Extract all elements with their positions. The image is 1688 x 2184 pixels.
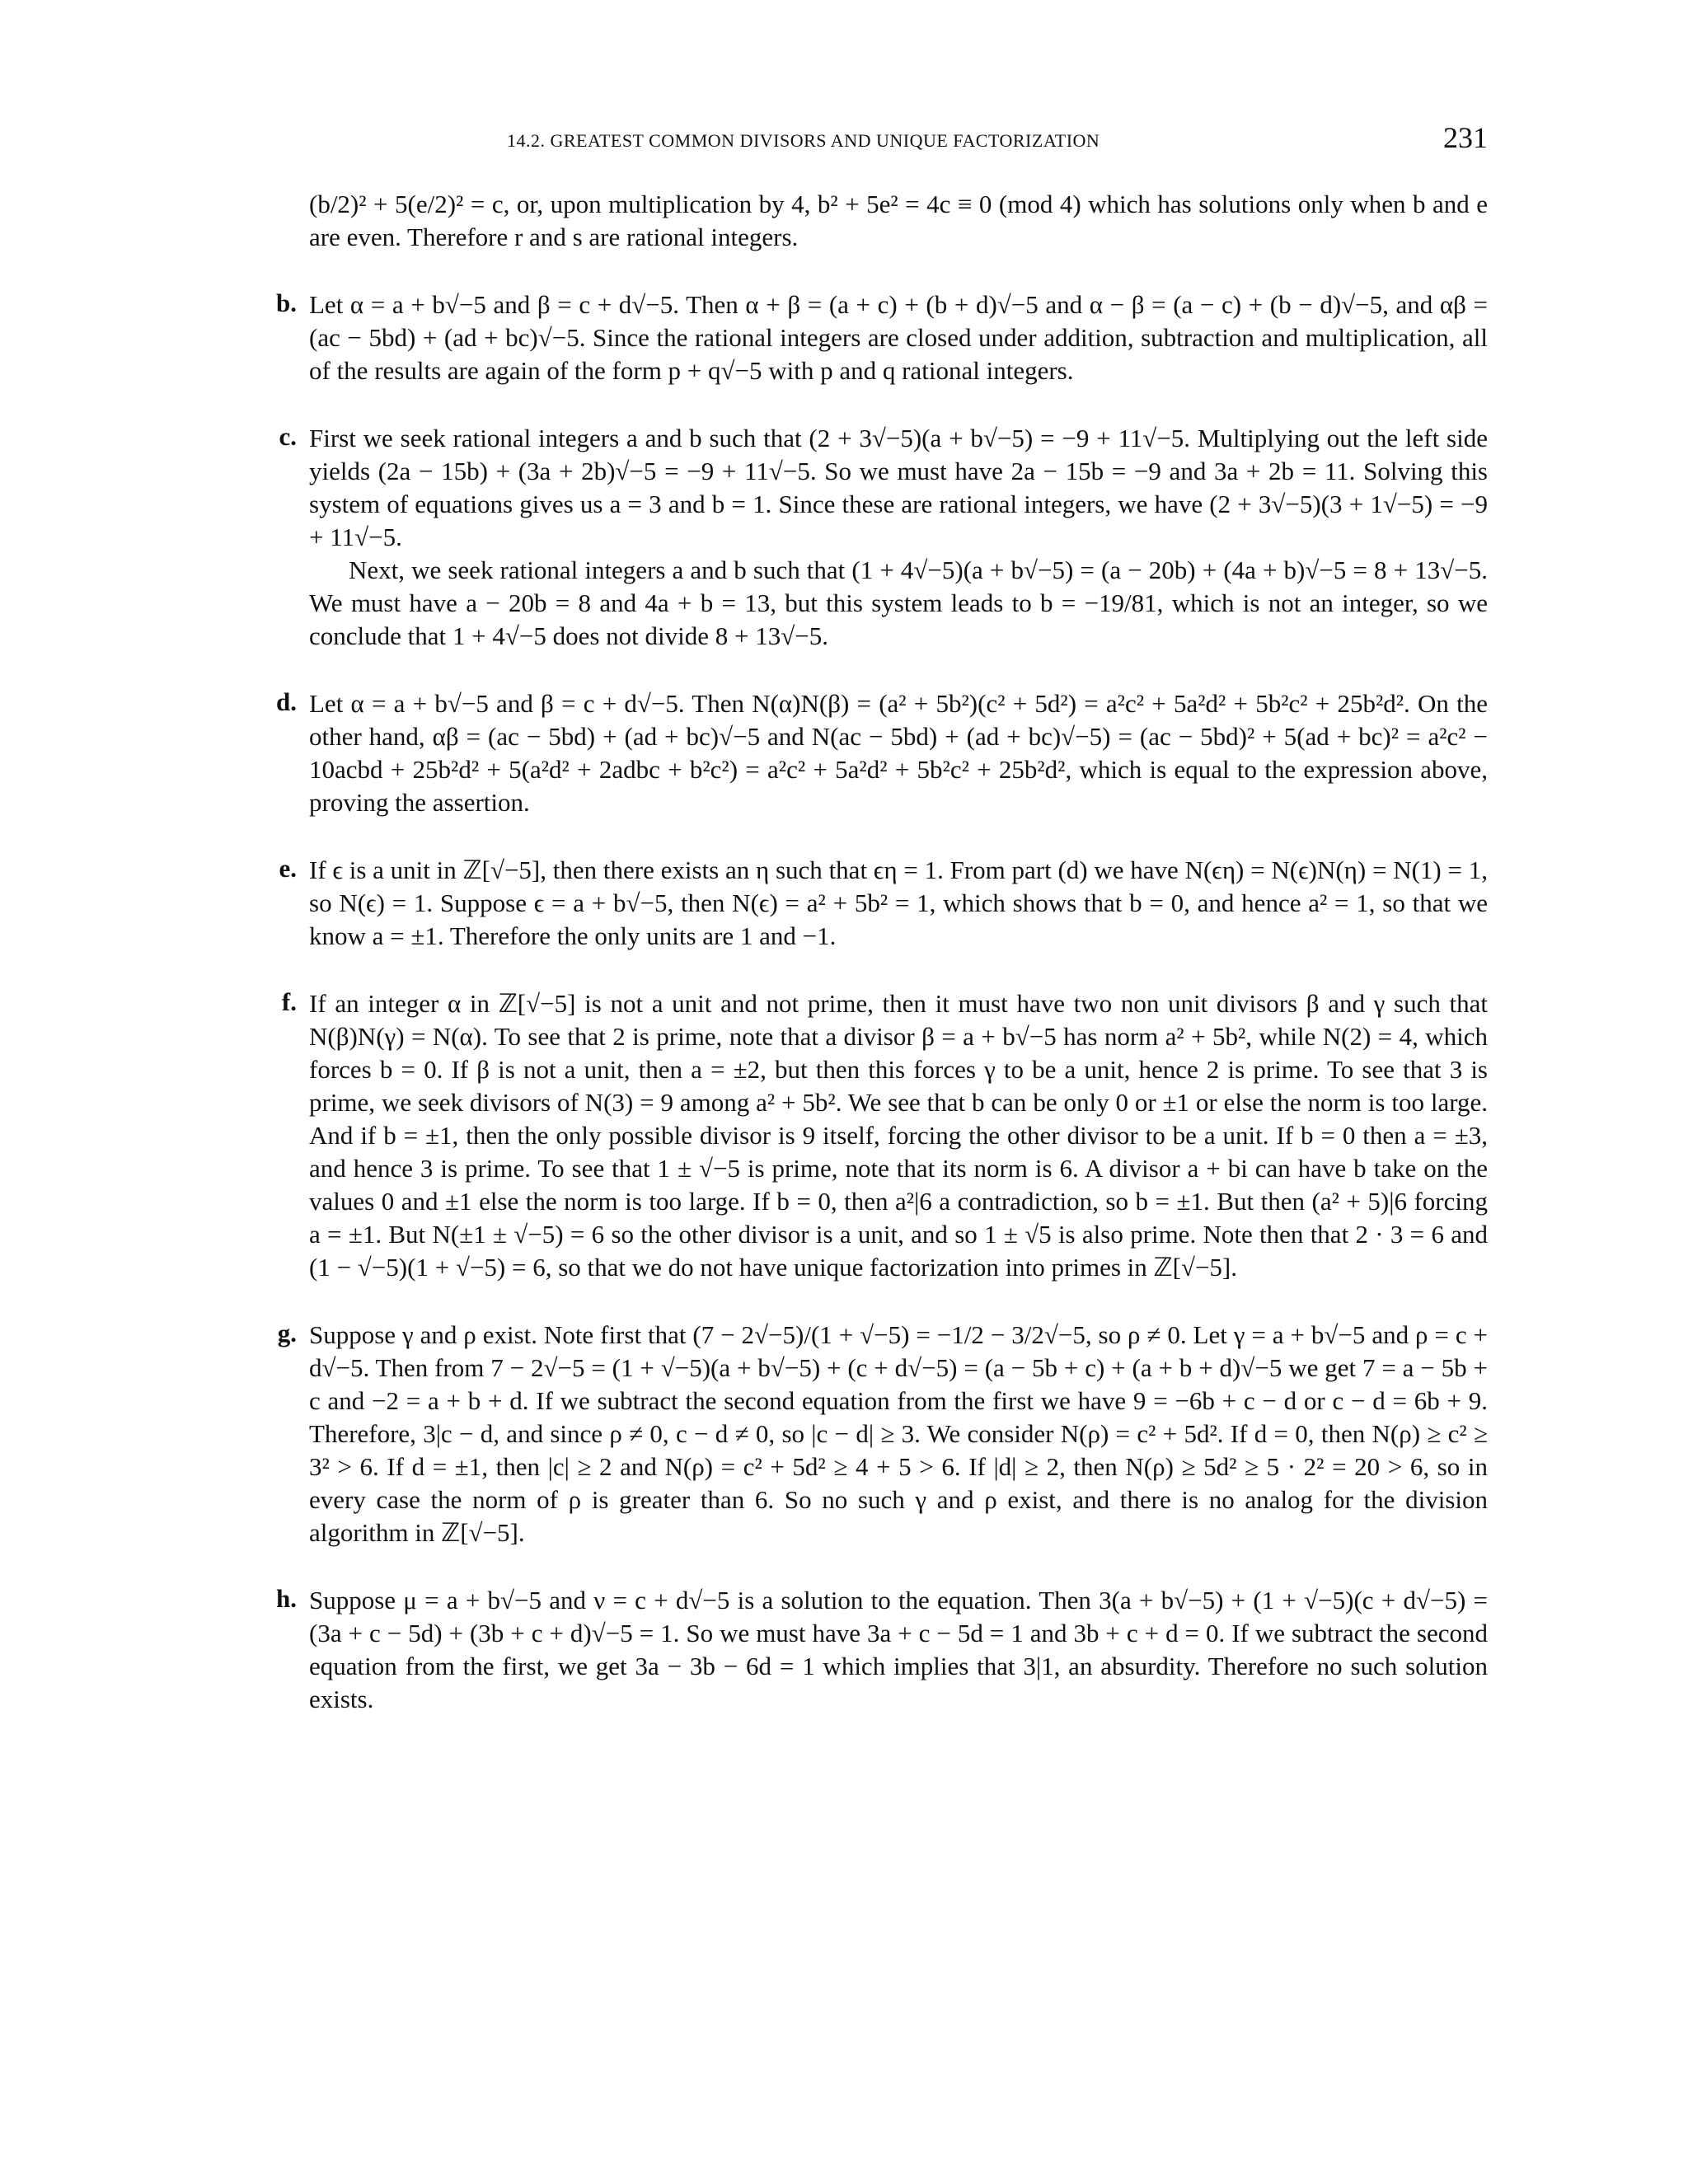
item-d [264,687,1488,819]
item-paragraph: Let α = a + b√−5 and β = c + d√−5. Then N(α)N(β) = (a² + 5b²)(c² + 5d²) = a²c² + 5a²d² + 5b²c² + 25b²d². On the other hand, αβ = (ac − 5bd) + (ad + bc)√−5 and N(ac − 5bd) + (ad + bc)√−5) = (ac − 5bd)² + 5(ad + bc)² = a²c² − 10acbd + 25b²d² + 5(a²d² + 2adbc + b²c²) = a²c² + 5a²d² + 5b²c² + 25b²d², which is equal to the expression above, proving the assertion. [309,689,1488,817]
item-g [264,1319,1488,1549]
running-head: 14.2. GREATEST COMMON DIVISORS AND UNIQUE FACTORIZATION [507,130,1100,151]
item-label: h. [276,1584,297,1613]
item-label: b. [276,288,297,317]
page-header [309,121,1488,158]
item-label: e. [279,854,297,883]
item-paragraph: If an integer α in ℤ[√−5] is not a unit and not prime, then it must have two non unit divisors β and γ such that N(β)N(γ) = N(α). To see that 2 is prime, note that a divisor β = a + b√−5 has norm a² + 5b², while N(2) = 4, which forces b = 0. If β is not a unit, then a = ±2, but then this forces γ to be a unit, hence 2 is prime. To see that 3 is prime, we seek divisors of N(3) = 9 among a² + 5b². We see that b can be only 0 or ±1 or else the norm is too large. And if b = ±1, then the only possible divisor is 9 itself, forcing the other divisor to be a unit. If b = 0 then a = ±3, and hence 3 is prime. To see that 1 ± √−5 is prime, note that its norm is 6. A divisor a + bi can have b take on the values 0 and ±1 else the norm is too large. If b = 0, then a²|6 a contradiction, so b = ±1. But then (a² + 5)|6 forcing a = ±1. But N(±1 ± √−5) = 6 so the other divisor is a unit, and so 1 ± √5 is also prime. Note then that 2 · 3 = 6 and (1 − √−5)(1 + √−5) = 6, so that we do not have unique factorization into primes in ℤ[√−5]. [309,989,1488,1282]
item-e [264,854,1488,953]
item-label: c. [279,422,297,451]
continuation-paragraph: (b/2)² + 5(e/2)² = c, or, upon multiplication by 4, b² + 5e² = 4c ≡ 0 (mod 4) which has solutions only when b and e are even. Therefore r and s are rational integers. [309,190,1488,251]
item-paragraph: If ϵ is a unit in ℤ[√−5], then there exists an η such that ϵη = 1. From part (d) we have N(ϵη) = N(ϵ)N(η) = N(1) = 1, so N(ϵ) = 1. Suppose ϵ = a + b√−5, then N(ϵ) = a² + 5b² = 1, which shows that b = 0, and hence a² = 1, so that we know a = ±1. Therefore the only units are 1 and −1. [309,855,1488,950]
item-label: f. [281,987,297,1016]
item-paragraph: Next, we seek rational integers a and b such that (1 + 4√−5)(a + b√−5) = (a − 20b) + (4a + b)√−5 = 8 + 13√−5. We must have a − 20b = 8 and 4a + b = 13, but this system leads to b = −19/81, which is not an integer, so we conclude that 1 + 4√−5 does not divide 8 + 13√−5. [309,555,1488,650]
continuation-block [264,188,1488,254]
item-f [264,987,1488,1284]
item-paragraph: Suppose μ = a + b√−5 and ν = c + d√−5 is a solution to the equation. Then 3(a + b√−5) + (1 + √−5)(c + d√−5) = (3a + c − 5d) + (3b + c + d)√−5 = 1. So we must have 3a + c − 5d = 1 and 3b + c + d = 0. If we subtract the second equation from the first, we get 3a − 3b − 6d = 1 which implies that 3|1, an absurdity. Therefore no such solution exists. [309,1586,1488,1713]
item-paragraph: First we seek rational integers a and b such that (2 + 3√−5)(a + b√−5) = −9 + 11√−5. Multiplying out the left side yields (2a − 15b) + (3a + 2b)√−5 = −9 + 11√−5. So we must have 2a − 15b = −9 and 3a + 2b = 11. Solving this system of equations gives us a = 3 and b = 1. Since these are rational integers, we have (2 + 3√−5)(3 + 1√−5) = −9 + 11√−5. [309,424,1488,551]
item-c [264,422,1488,653]
item-label: d. [276,687,297,716]
page-body [264,188,1488,1716]
item-h [264,1584,1488,1716]
page-number: 231 [1443,121,1488,154]
item-b [264,288,1488,387]
item-paragraph: Let α = a + b√−5 and β = c + d√−5. Then α + β = (a + c) + (b + d)√−5 and α − β = (a − c) + (b − d)√−5, and αβ = (ac − 5bd) + (ad + bc)√−5. Since the rational integers are closed under addition, subtraction and multiplication, all of the results are again of the form p + q√−5 with p and q rational integers. [309,290,1488,385]
item-paragraph: Suppose γ and ρ exist. Note first that (7 − 2√−5)/(1 + √−5) = −1/2 − 3/2√−5, so ρ ≠ 0. Let γ = a + b√−5 and ρ = c + d√−5. Then from 7 − 2√−5 = (1 + √−5)(a + b√−5) + (c + d√−5) = (a − 5b + c) + (a + b + d)√−5 we get 7 = a − 5b + c and −2 = a + b + d. If we subtract the second equation from the first we have 9 = −6b + c − d or c − d = 6b + 9. Therefore, 3|c − d, and since ρ ≠ 0, c − d ≠ 0, so |c − d| ≥ 3. We consider N(ρ) = c² + 5d². If d = 0, then N(ρ) ≥ c² ≥ 3² > 6. If d = ±1, then |c| ≥ 2 and N(ρ) = c² + 5d² ≥ 4 + 5 > 6. If |d| ≥ 2, then N(ρ) ≥ 5d² ≥ 5 · 2² = 20 > 6, so in every case the norm of ρ is greater than 6. So no such γ and ρ exist, and there is no analog for the division algorithm in ℤ[√−5]. [309,1320,1488,1547]
item-label: g. [277,1319,297,1347]
